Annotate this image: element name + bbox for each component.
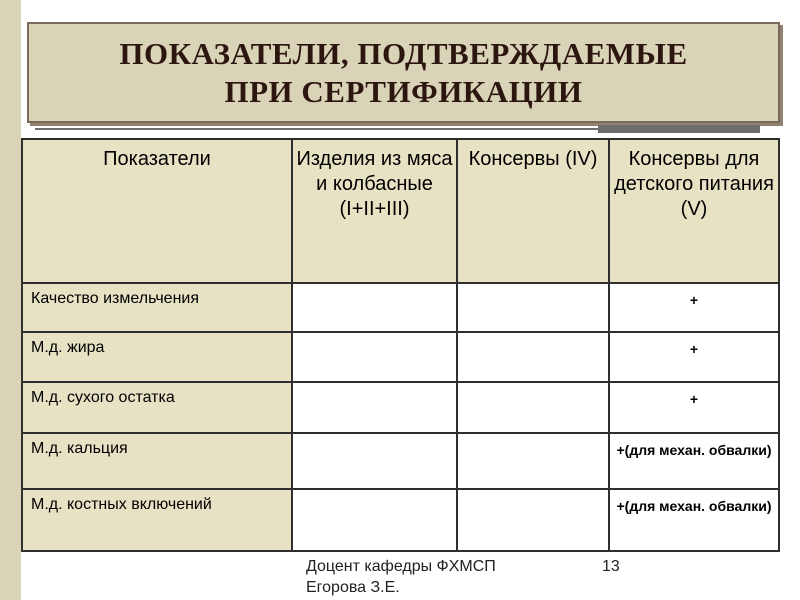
cell-canned [457,433,609,489]
cell-meat [292,283,457,332]
footer-author [306,556,566,598]
cell-meat [292,489,457,551]
table-header-row [22,139,779,283]
row-label: М.д. сухого остатка [22,382,292,433]
cell-baby: +(для механ. обвалки) [609,489,779,551]
cell-baby: + [609,332,779,382]
cell-baby: + [609,382,779,433]
decorative-side-bar [0,0,21,600]
cell-canned [457,332,609,382]
row-label: Качество измельчения [22,283,292,332]
table-row [22,283,779,332]
page-number: 13 [602,558,620,575]
header-meat-products: Изделия из мяса и колбасные (I+II+III) [292,139,457,283]
footer-author-position: Доцент кафедры ФХМСП [306,558,496,575]
title-line-2: ПРИ СЕРТИФИКАЦИИ [224,73,583,109]
divider-accent [598,125,760,133]
table-row [22,332,779,382]
cell-meat [292,433,457,489]
header-baby-canned: Консервы для детского питания (V) [609,139,779,283]
cell-meat [292,332,457,382]
row-label: М.д. костных включений [22,489,292,551]
cell-canned [457,382,609,433]
title-line-1: ПОКАЗАТЕЛИ, ПОДТВЕРЖДАЕМЫЕ [119,35,688,71]
cell-canned [457,489,609,551]
cell-baby: +(для механ. обвалки) [609,433,779,489]
table-row [22,433,779,489]
cell-canned [457,283,609,332]
header-indicators: Показатели [22,139,292,283]
certification-table [21,138,780,552]
table-row [22,489,779,551]
row-label: М.д. кальция [22,433,292,489]
cell-meat [292,382,457,433]
footer-author-name: Егорова З.Е. [306,579,400,596]
slide-title [27,22,780,123]
table-row [22,382,779,433]
header-canned: Консервы (IV) [457,139,609,283]
row-label: М.д. жира [22,332,292,382]
cell-baby: + [609,283,779,332]
